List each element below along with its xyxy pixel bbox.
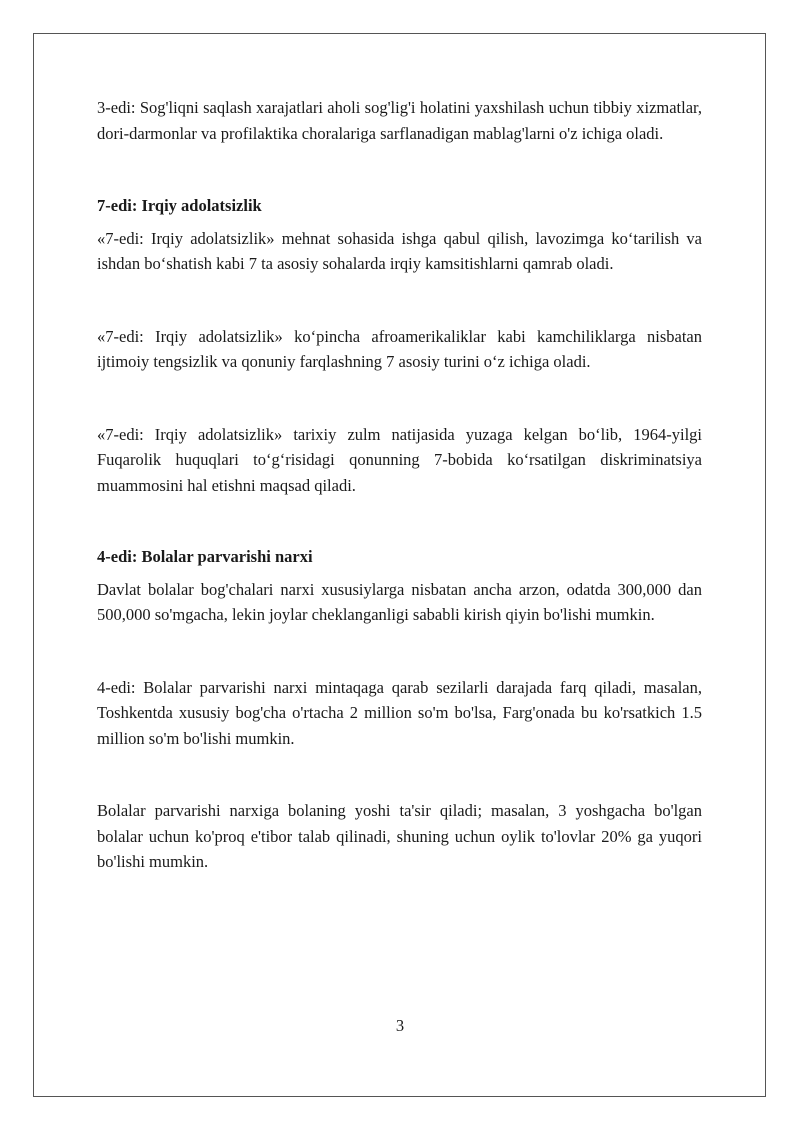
paragraph-childcare-3: Bolalar parvarishi narxiga bolaning yoshi ta'sir qiladi; masalan, 3 yoshgacha bo'lgan bolalar uchun ko'proq e'tibor talab qilinadi, shuning uchun oylik to'lovlar 20% ga yuqori bo'lishi mumkin. bbox=[97, 801, 702, 871]
paragraph-childcare-1: Davlat bolalar bog'chalari narxi xususiylarga nisbatan ancha arzon, odatda 300,000 dan 500,000 so'mgacha, lekin joylar cheklanganligi sababli kirish qiyin bo'lishi mumkin. bbox=[97, 579, 702, 624]
paragraph-racial-injustice-3: «7-edi: Irqiy adolatsizlik» tarixiy zulm natijasida yuzaga kelgan bo‘lib, 1964-yilgi Fuqarolik huquqlari to‘g‘risidagi qonunning 7-bobida ko‘rsatilgan diskriminatsiya muammosini hal etishni maqsad qiladi. bbox=[97, 424, 702, 495]
paragraph-childcare-2: 4-edi: Bolalar parvarishi narxi mintaqaga qarab sezilarli darajada farq qiladi, masalan, Toshkentda xususiy bog'cha o'rtacha 2 million so'm bo'lsa, Farg'onada bu ko'rsatkich 1.5 million so'm bo'lishi mumkin. bbox=[97, 677, 702, 748]
paragraph-health-costs: 3-edi: Sog'liqni saqlash xarajatlari aholi sog'lig'i holatini yaxshilash uchun tibbiy xizmatlar, dori-darmonlar va profilaktika choralariga sarflanadigan mablag'larni o'z ichiga oladi. bbox=[97, 98, 702, 143]
heading-racial-injustice: 7-edi: Irqiy adolatsizlik bbox=[97, 196, 262, 215]
document-body bbox=[97, 95, 702, 875]
paragraph-racial-injustice-2: «7-edi: Irqiy adolatsizlik» ko‘pincha afroamerikaliklar kabi kamchiliklarga nisbatan ijtimoiy tengsizlik va qonuniy farqlashning 7 asosiy turini o‘z ichiga oladi. bbox=[97, 326, 702, 371]
paragraph-racial-injustice-1: «7-edi: Irqiy adolatsizlik» mehnat sohasida ishga qabul qilish, lavozimga ko‘tarilish va ishdan bo‘shatish kabi 7 ta asosiy sohalarda irqiy kamsitishlarni qamrab oladi. bbox=[97, 228, 702, 273]
heading-childcare-cost: 4-edi: Bolalar parvarishi narxi bbox=[97, 547, 313, 566]
page-number: 3 bbox=[395, 1016, 405, 1035]
